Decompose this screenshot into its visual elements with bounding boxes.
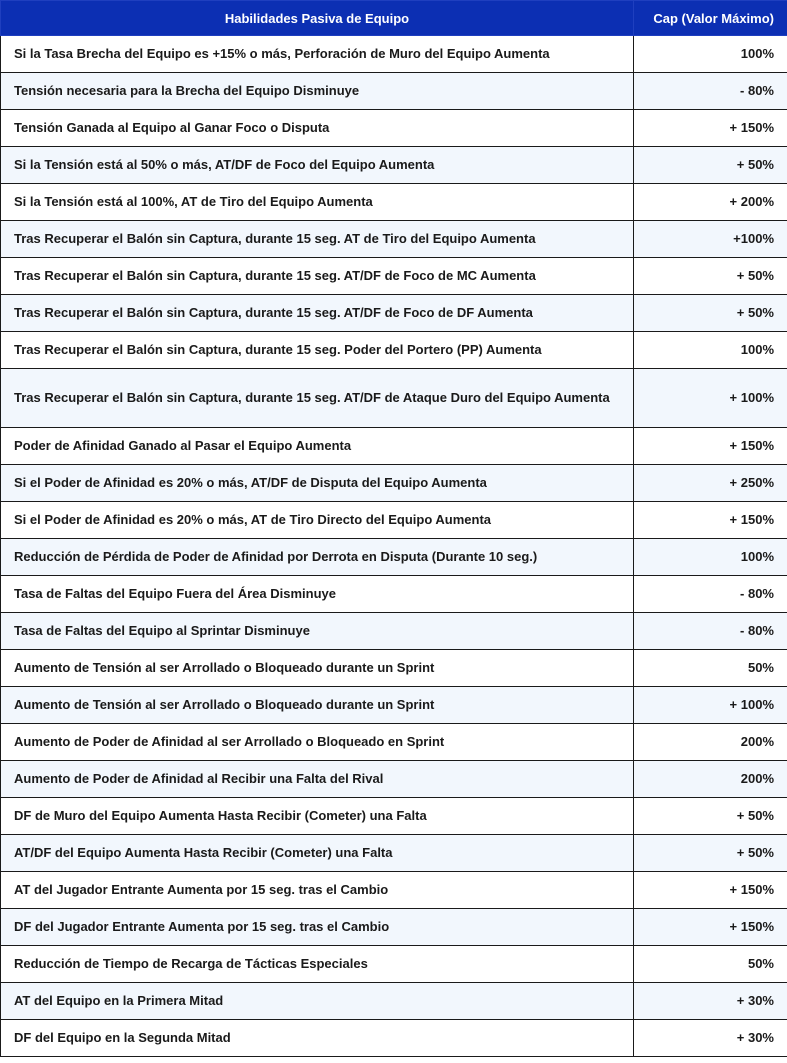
- skill-cell: Tasa de Faltas del Equipo Fuera del Área Disminuye: [1, 576, 634, 613]
- table-row: [1, 428, 787, 465]
- table-row: [1, 184, 787, 221]
- cap-cell: + 150%: [634, 872, 787, 909]
- cap-cell: 100%: [634, 539, 787, 576]
- table-row: [1, 73, 787, 110]
- skill-cell: Poder de Afinidad Ganado al Pasar el Equipo Aumenta: [1, 428, 634, 465]
- skill-cell: AT del Equipo en la Primera Mitad: [1, 983, 634, 1020]
- skill-cell: AT/DF del Equipo Aumenta Hasta Recibir (Cometer) una Falta: [1, 835, 634, 872]
- header-skill: Habilidades Pasiva de Equipo: [1, 1, 634, 36]
- table-row: [1, 36, 787, 73]
- cap-cell: + 250%: [634, 465, 787, 502]
- table-row: [1, 258, 787, 295]
- table-row: [1, 761, 787, 798]
- cap-cell: + 30%: [634, 1020, 787, 1057]
- table-row: [1, 872, 787, 909]
- table-row: [1, 369, 787, 428]
- cap-cell: + 150%: [634, 909, 787, 946]
- skill-cell: Si el Poder de Afinidad es 20% o más, AT/DF de Disputa del Equipo Aumenta: [1, 465, 634, 502]
- skill-cell: Reducción de Tiempo de Recarga de Tácticas Especiales: [1, 946, 634, 983]
- table-row: [1, 909, 787, 946]
- cap-cell: - 80%: [634, 73, 787, 110]
- cap-cell: 200%: [634, 724, 787, 761]
- cap-cell: 100%: [634, 36, 787, 73]
- skill-cell: Aumento de Tensión al ser Arrollado o Bloqueado durante un Sprint: [1, 650, 634, 687]
- header-row: [1, 1, 787, 36]
- cap-cell: 50%: [634, 650, 787, 687]
- skill-cell: Si la Tensión está al 50% o más, AT/DF de Foco del Equipo Aumenta: [1, 147, 634, 184]
- table-row: [1, 502, 787, 539]
- cap-cell: + 50%: [634, 798, 787, 835]
- skill-cell: Si la Tensión está al 100%, AT de Tiro del Equipo Aumenta: [1, 184, 634, 221]
- skill-cell: Tras Recuperar el Balón sin Captura, durante 15 seg. AT/DF de Foco de DF Aumenta: [1, 295, 634, 332]
- cap-cell: + 150%: [634, 428, 787, 465]
- table-row: [1, 110, 787, 147]
- skill-cell: Tensión necesaria para la Brecha del Equipo Disminuye: [1, 73, 634, 110]
- skill-cell: Aumento de Poder de Afinidad al ser Arrollado o Bloqueado en Sprint: [1, 724, 634, 761]
- cap-cell: + 150%: [634, 110, 787, 147]
- skill-cell: Reducción de Pérdida de Poder de Afinidad por Derrota en Disputa (Durante 10 seg.): [1, 539, 634, 576]
- skill-cell: Tras Recuperar el Balón sin Captura, durante 15 seg. Poder del Portero (PP) Aumenta: [1, 332, 634, 369]
- cap-cell: + 100%: [634, 369, 787, 428]
- table-row: [1, 724, 787, 761]
- cap-cell: + 50%: [634, 258, 787, 295]
- skill-cell: Tensión Ganada al Equipo al Ganar Foco o Disputa: [1, 110, 634, 147]
- skill-cell: AT del Jugador Entrante Aumenta por 15 seg. tras el Cambio: [1, 872, 634, 909]
- skill-cell: Tasa de Faltas del Equipo al Sprintar Disminuye: [1, 613, 634, 650]
- cap-cell: - 80%: [634, 613, 787, 650]
- cap-cell: + 200%: [634, 184, 787, 221]
- cap-cell: + 50%: [634, 147, 787, 184]
- cap-cell: + 100%: [634, 687, 787, 724]
- table-row: [1, 221, 787, 258]
- skill-cell: DF de Muro del Equipo Aumenta Hasta Recibir (Cometer) una Falta: [1, 798, 634, 835]
- cap-cell: - 80%: [634, 576, 787, 613]
- table-row: [1, 687, 787, 724]
- cap-cell: 200%: [634, 761, 787, 798]
- table-row: [1, 798, 787, 835]
- table-row: [1, 539, 787, 576]
- cap-cell: + 30%: [634, 983, 787, 1020]
- skill-cell: DF del Jugador Entrante Aumenta por 15 seg. tras el Cambio: [1, 909, 634, 946]
- table-row: [1, 332, 787, 369]
- table-row: [1, 613, 787, 650]
- table-row: [1, 983, 787, 1020]
- skill-cell: Aumento de Tensión al ser Arrollado o Bloqueado durante un Sprint: [1, 687, 634, 724]
- skill-cell: Tras Recuperar el Balón sin Captura, durante 15 seg. AT/DF de Ataque Duro del Equipo Aumenta: [1, 369, 634, 428]
- skill-cell: Tras Recuperar el Balón sin Captura, durante 15 seg. AT de Tiro del Equipo Aumenta: [1, 221, 634, 258]
- header-cap: Cap (Valor Máximo): [634, 1, 787, 36]
- cap-cell: +100%: [634, 221, 787, 258]
- table-row: [1, 1020, 787, 1057]
- cap-cell: 100%: [634, 332, 787, 369]
- table-row: [1, 465, 787, 502]
- cap-cell: 50%: [634, 946, 787, 983]
- table-row: [1, 835, 787, 872]
- skill-cell: Si el Poder de Afinidad es 20% o más, AT de Tiro Directo del Equipo Aumenta: [1, 502, 634, 539]
- skill-cell: Tras Recuperar el Balón sin Captura, durante 15 seg. AT/DF de Foco de MC Aumenta: [1, 258, 634, 295]
- cap-cell: + 50%: [634, 295, 787, 332]
- cap-cell: + 150%: [634, 502, 787, 539]
- skill-cell: DF del Equipo en la Segunda Mitad: [1, 1020, 634, 1057]
- table-row: [1, 650, 787, 687]
- skill-cell: Aumento de Poder de Afinidad al Recibir una Falta del Rival: [1, 761, 634, 798]
- table-row: [1, 946, 787, 983]
- cap-cell: + 50%: [634, 835, 787, 872]
- table-row: [1, 295, 787, 332]
- skill-cell: Si la Tasa Brecha del Equipo es +15% o más, Perforación de Muro del Equipo Aumenta: [1, 36, 634, 73]
- table-row: [1, 147, 787, 184]
- table-row: [1, 576, 787, 613]
